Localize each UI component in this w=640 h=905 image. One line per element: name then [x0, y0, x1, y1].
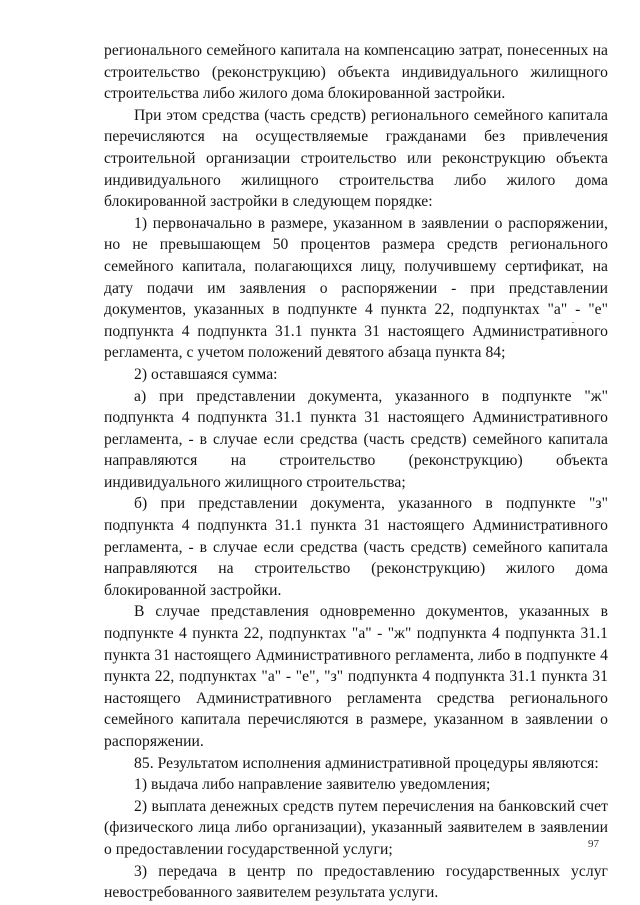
paragraph-85-heading: 85. Результатом исполнения административной процедуры являются: — [134, 754, 599, 772]
paragraph-simultaneous-docs: В случае представления одновременно документов, указанных в подпункте 4 пункта 22, подпунктах "а" - "ж" подпункта 4 подпункта 31.1 пункта 31 настоящего Административного регламента, либо в подпункте 4 пункта 22, подпунктах "а" - "е", "з" подпункта 4 подпункта 31.1 пункта 31 настоящего Административного регламента средства регионального семейного капитала перечисляются в размере, указанном в заявлении о распоряжении. — [104, 603, 608, 750]
scan-artifact — [572, 322, 574, 323]
paragraph-funds-transfer: При этом средства (часть средств) регионального семейного капитала перечисляются на осуществляемые гражданами без привлечения строительной организации строительство или реконструкцию объекта индивидуального жилищного строительства либо жилого дома блокированной застройки в следующем порядке: — [104, 106, 608, 211]
document-body — [104, 40, 608, 904]
paragraph-item-2a: а) при представлении документа, указанного в подпункте "ж" подпункта 4 подпункта 31.1 пункта 31 настоящего Административного регламента, - в случае если средства (часть средств) семейного капитала направляются на строительство (реконструкцию) объекта индивидуального жилищного строительства; — [104, 387, 608, 491]
paragraph-item-1: 1) первоначально в размере, указанном в заявлении о распоряжении, но не превышающем 50 процентов размера средств регионального семейного капитала, полагающихся лицу, получившему сертификат, на дату подачи им заявления о распоряжении - при представлении документов, указанных в подпункте 4 пункта 22, подпунктах "а" - "е" подпункта 4 подпункта 31.1 пункта 31 настоящего Административного регламента, с учетом положений девятого абзаца пункта 84; — [104, 214, 608, 362]
page-number: 97 — [588, 838, 599, 850]
paragraph-85-item-2: 2) выплата денежных средств путем перечисления на банковский счет (физического лица либо организации), указанный заявителем в заявлении о предоставлении государственной услуги; — [104, 797, 608, 858]
paragraph-85-item-3: 3) передача в центр по предоставлению государственных услуг невостребованного заявителем результата услуги. — [104, 862, 608, 902]
paragraph-item-2: 2) оставшаяся сумма: — [134, 365, 278, 383]
paragraph-item-2b: б) при представлении документа, указанного в подпункте "з" подпункта 4 подпункта 31.1 пункта 31 настоящего Административного регламента, - в случае если средства (часть средств) семейного капитала направляются на строительство (реконструкцию) жилого дома блокированной застройки. — [104, 495, 608, 599]
paragraph-continuation: регионального семейного капитала на компенсацию затрат, понесенных на строительство (реконструкцию) объекта индивидуального жилищного строительства либо жилого дома блокированной застройки. — [104, 42, 608, 103]
paragraph-85-item-1: 1) выдача либо направление заявителю уведомления; — [134, 776, 491, 794]
